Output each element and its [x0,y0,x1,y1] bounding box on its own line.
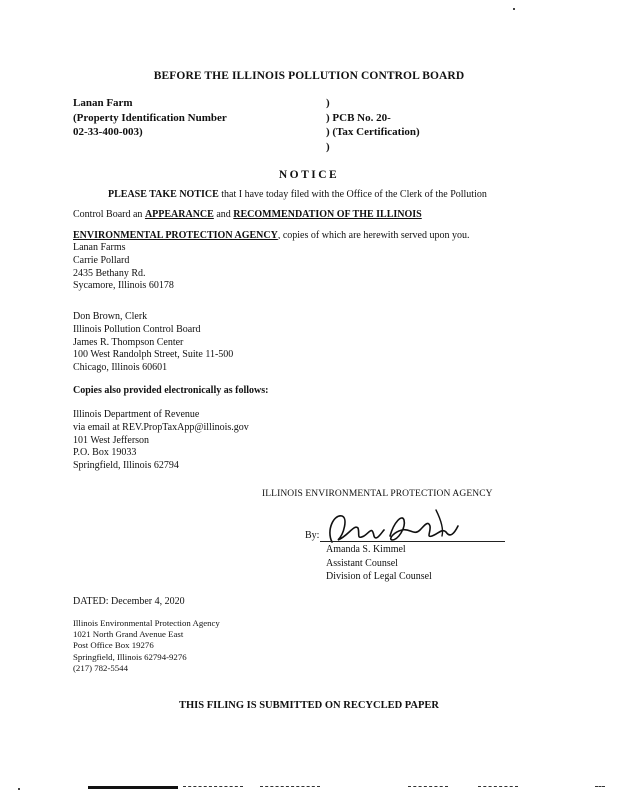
address-line: (217) 782-5544 [73,662,128,673]
address-line: 1021 North Grand Avenue East [73,629,184,640]
scan-artifact-bar [88,786,178,789]
signer-title: Assistant Counsel [326,557,398,569]
address-line: James R. Thompson Center [73,336,184,348]
scan-artifact [183,786,243,789]
address-line: Sycamore, Illinois 60178 [73,280,174,292]
address-line: Lanan Farms [73,242,126,253]
address-line: Carrie Pollard [73,254,130,266]
property-id-number: 02-33-400-003) [73,126,143,138]
address-line: Springfield, Illinois 62794 [73,460,179,472]
caption-bracket: ) [326,140,330,153]
dated-line: DATED: December 4, 2020 [73,596,185,607]
appearance-title: APPEARANCE [144,209,214,220]
address-line: via email at REV.PropTaxApp@illinois.gov [73,421,249,433]
scan-artifact [260,786,320,789]
scan-artifact [408,786,448,789]
pcb-number: ) PCB No. 20- [326,111,391,124]
signer-block [326,543,432,584]
notice-text: Control Board an [73,209,145,220]
notice-heading: NOTICE [278,169,340,181]
notice-text: and [213,209,234,220]
petitioner-name: Lanan Farm [73,97,133,109]
recommendation-title: RECOMMENDATION OF THE ILLINOIS [233,209,422,220]
notice-line-2 [73,209,422,220]
agency-title: ENVIRONMENTAL PROTECTION AGENCY [73,230,278,241]
case-type: ) (Tax Certification) [326,126,420,138]
notice-text: that I have today filed with the Office of the Clerk of the Pollution [218,189,487,200]
by-label: By: [305,530,320,541]
address-line: Illinois Department of Revenue [73,409,200,420]
signer-name: Amanda S. Kimmel [326,544,406,555]
signature-agency: ILLINOIS ENVIRONMENTAL PROTECTION AGENCY [262,489,493,499]
service-address-petitioner [73,242,174,293]
address-line: Don Brown, Clerk [73,311,148,322]
case-caption-left [73,96,227,140]
address-line: Illinois Environmental Protection Agency [73,618,220,628]
board-title: BEFORE THE ILLINOIS POLLUTION CONTROL BOARD [153,70,465,82]
please-take-notice: PLEASE TAKE NOTICE [108,189,219,200]
scan-artifact [595,786,605,789]
address-line: Illinois Pollution Control Board [73,323,201,335]
scan-speck [513,8,515,10]
address-line: Chicago, Illinois 60601 [73,362,168,374]
address-line: Post Office Box 19276 [73,640,154,651]
service-address-revenue [73,409,249,473]
scan-artifact [478,786,518,789]
copies-heading: Copies also provided electronically as follows: [73,385,269,396]
caption-bracket: ) [326,97,330,109]
recycled-paper-notice: THIS FILING IS SUBMITTED ON RECYCLED PAPER [178,700,440,711]
address-line: Springfield, Illinois 62794-9276 [73,651,187,662]
signature-line [320,541,505,542]
address-line: P.O. Box 19033 [73,447,137,459]
notice-line-1 [108,189,487,200]
agency-address [73,618,220,674]
address-line: 100 West Randolph Street, Suite 11-500 [73,349,234,361]
notice-text: , copies of which are herewith served upon you. [277,230,470,241]
address-line: 101 West Jefferson [73,434,150,446]
scan-speck [18,788,20,790]
notice-line-3 [73,230,469,241]
signer-division: Division of Legal Counsel [326,571,432,582]
service-address-clerk [73,311,233,375]
case-caption-right [326,96,420,154]
address-line: 2435 Bethany Rd. [73,267,146,279]
property-id-label: (Property Identification Number [73,111,227,124]
